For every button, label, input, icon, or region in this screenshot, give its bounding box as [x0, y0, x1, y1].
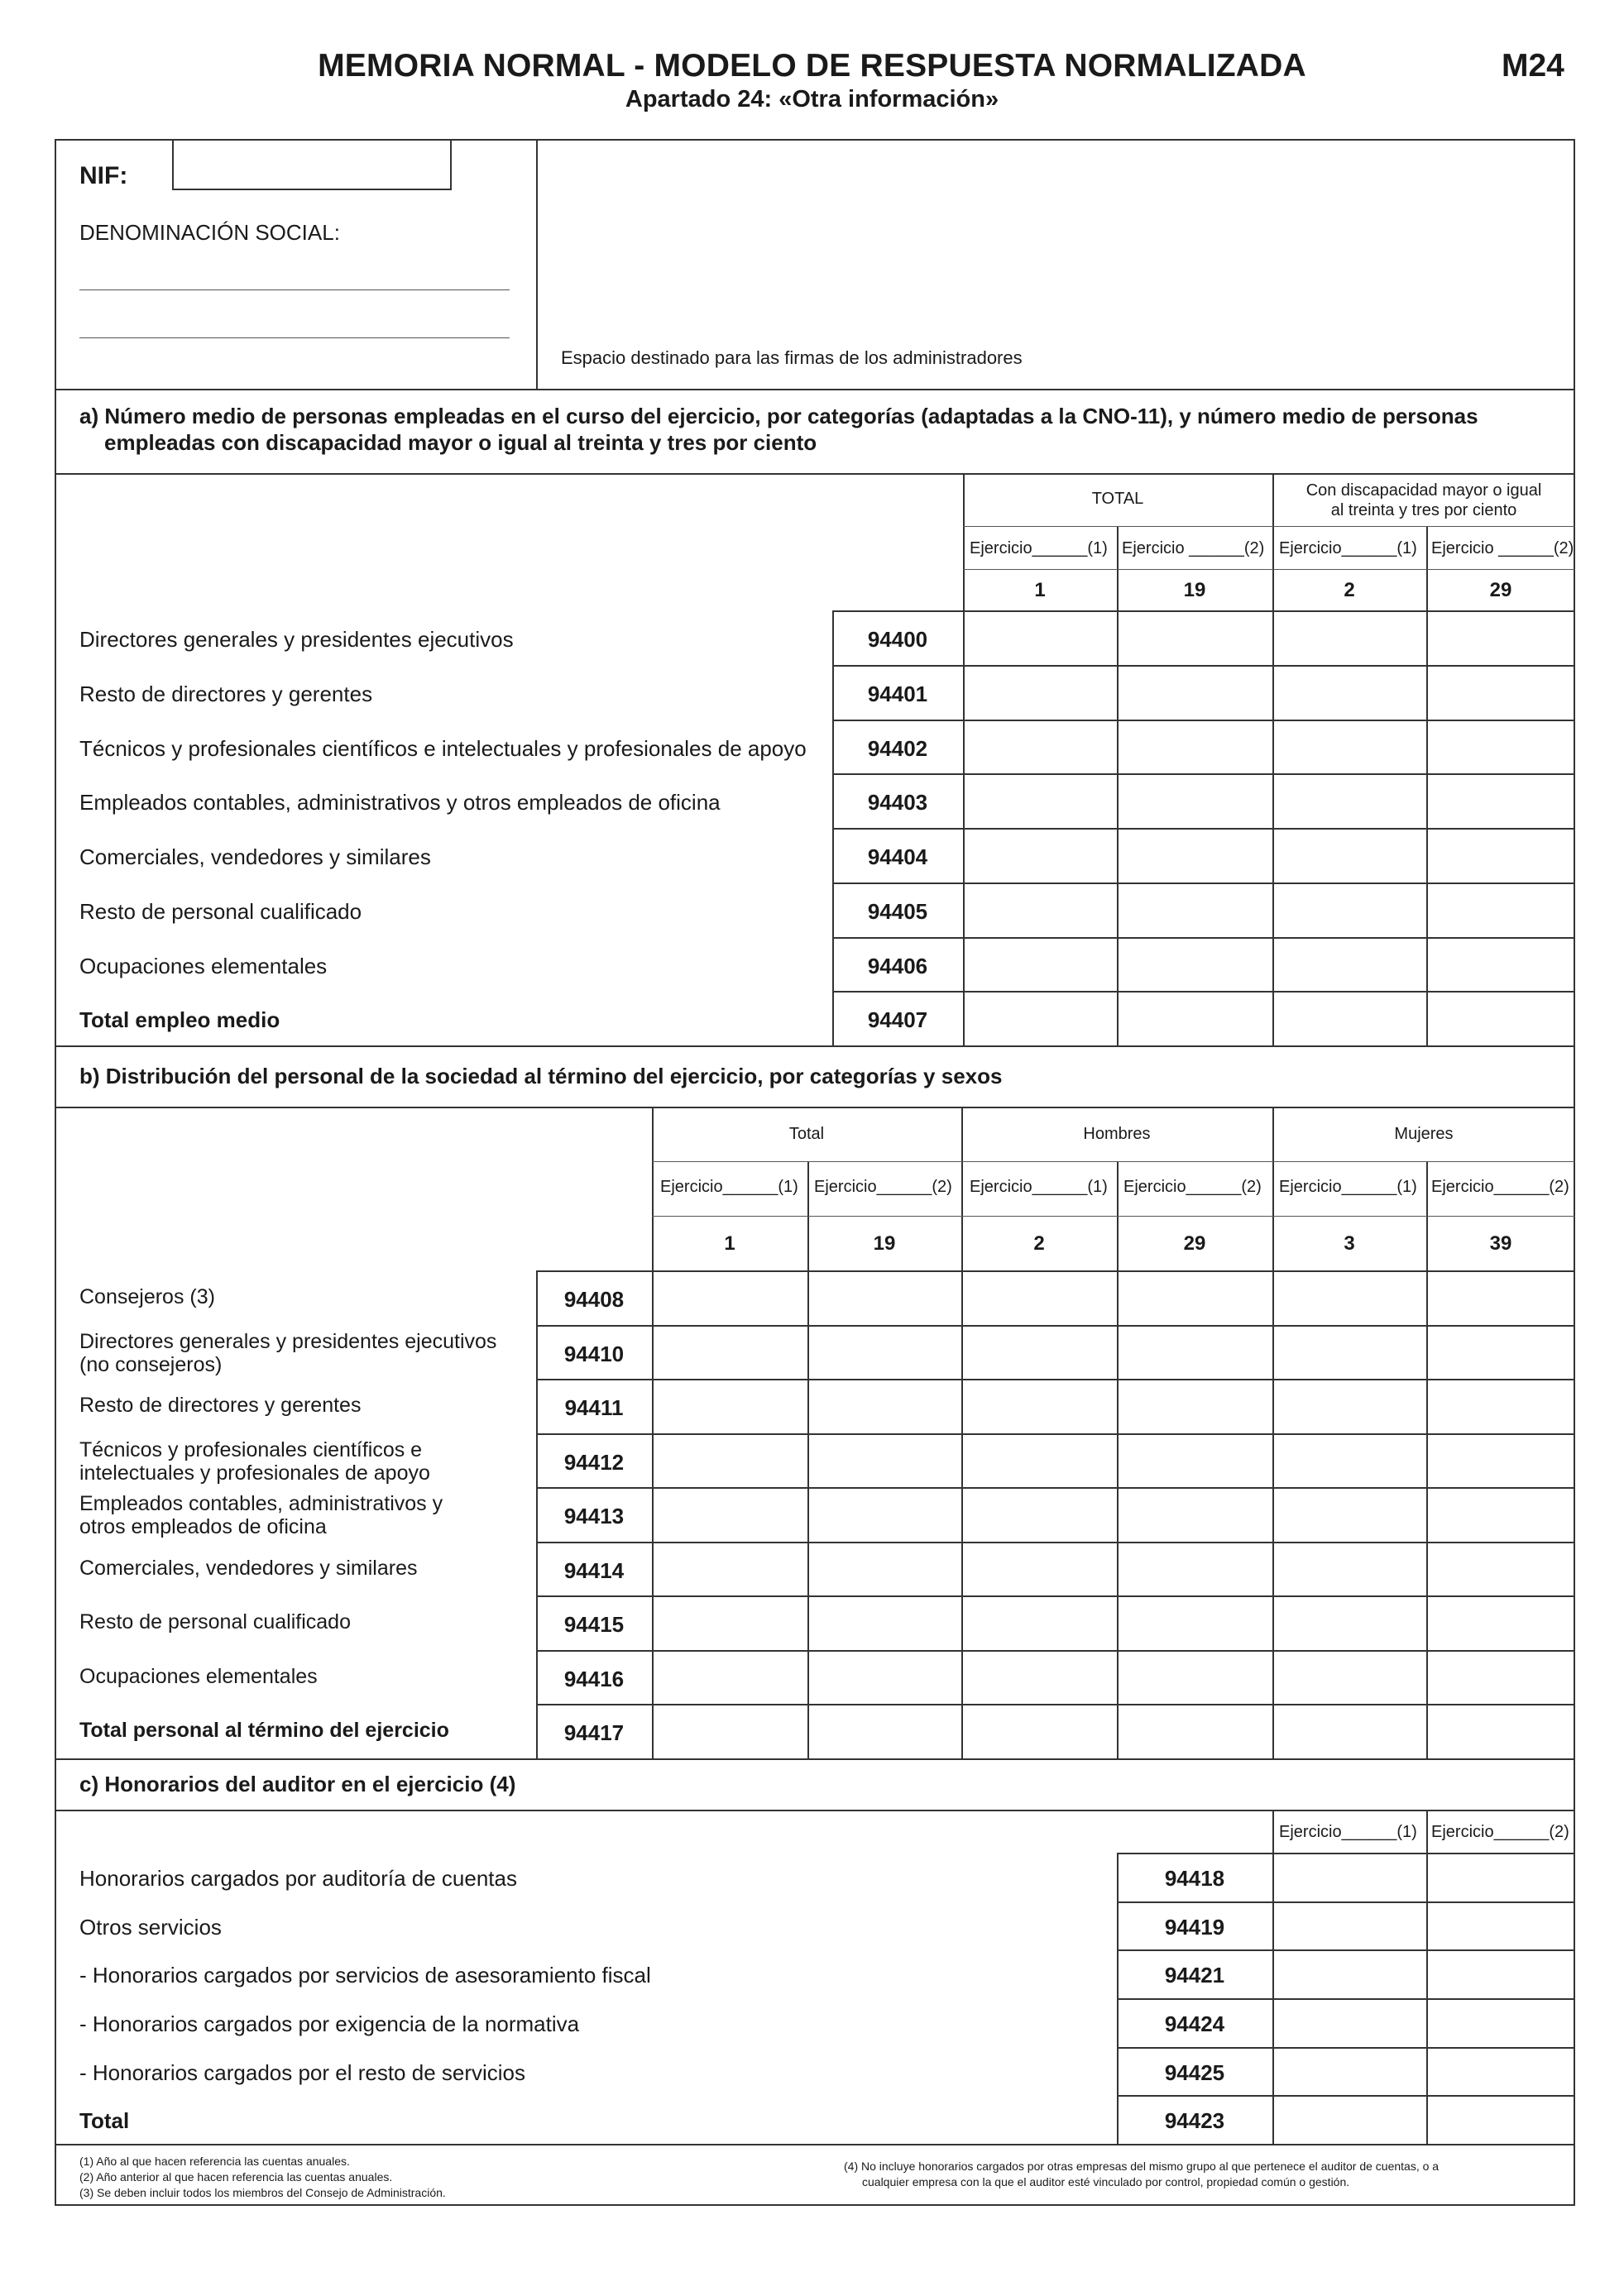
b-input-94411-2[interactable] — [809, 1380, 960, 1432]
a-row-line — [832, 828, 1575, 830]
footnote-2: (2) Año anterior al que hacen referencia las cuentas anuales. — [79, 2170, 393, 2184]
c-row-code: 94421 — [1164, 1963, 1225, 1988]
a-row-label: Resto de personal cualificado — [79, 898, 362, 924]
b-row-code: 94408 — [563, 1287, 625, 1312]
a-input-94402-4[interactable] — [1428, 721, 1574, 773]
b-input-94414-4[interactable] — [1119, 1543, 1271, 1595]
a-input-94407-1[interactable] — [965, 993, 1115, 1044]
b-input-94413-2[interactable] — [809, 1489, 960, 1540]
a-row-label: Directores generales y presidentes ejecutivos — [79, 627, 514, 652]
a-input-94401-2[interactable] — [1119, 667, 1271, 718]
section-b-title-bottom — [55, 1107, 1575, 1108]
a-ej-1-total: Ejercicio______(1) — [970, 539, 1108, 557]
b-row-code: 94413 — [563, 1504, 625, 1528]
b-row-code: 94417 — [563, 1720, 625, 1745]
a-header-line-1 — [963, 526, 1575, 527]
b-input-94416-1[interactable] — [654, 1652, 806, 1703]
a-input-94404-4[interactable] — [1428, 830, 1574, 881]
c-ej-2: Ejercicio______(2) — [1431, 1823, 1569, 1841]
b-input-94417-6[interactable] — [1428, 1705, 1574, 1757]
a-input-94400-2[interactable] — [1119, 612, 1271, 663]
b-row-line — [536, 1325, 1575, 1327]
b-colnum-4: 29 — [1183, 1232, 1206, 1255]
a-colnum-2: 19 — [1183, 579, 1206, 601]
b-row-code: 94416 — [563, 1666, 625, 1691]
footnote-4-line-2: cualquier empresa con la que el auditor esté vinculado por control, propiedad común o gestión. — [862, 2175, 1350, 2188]
b-colnum-3: 2 — [1033, 1232, 1045, 1255]
b-header-line-1 — [652, 1161, 1575, 1162]
a-row-label: Total empleo medio — [79, 1007, 280, 1033]
b-row-line — [536, 1379, 1575, 1380]
nif-label: NIF: — [79, 162, 128, 189]
section-b-title: b) Distribución del personal de la sociedad al término del ejercicio, por categorías y sexos — [79, 1064, 1003, 1088]
b-input-94408-3[interactable] — [963, 1272, 1115, 1323]
b-input-94412-2[interactable] — [809, 1435, 960, 1486]
b-ej-1-hombres: Ejercicio______(1) — [970, 1178, 1108, 1196]
c-input-94419-2[interactable] — [1428, 1903, 1574, 1949]
a-input-94407-3[interactable] — [1274, 993, 1425, 1044]
c-input-94425-1[interactable] — [1274, 2049, 1425, 2094]
c-input-94423-2[interactable] — [1428, 2097, 1574, 2142]
page-subtitle: Apartado 24: «Otra información» — [625, 86, 999, 112]
a-row-code: 94403 — [867, 790, 928, 816]
c-row-code: 94423 — [1164, 2108, 1225, 2134]
b-input-94417-4[interactable] — [1119, 1705, 1271, 1757]
a-row-line — [832, 773, 1575, 775]
b-row-label: Resto de personal cualificado — [79, 1610, 351, 1634]
a-input-94400-1[interactable] — [965, 612, 1115, 663]
b-ej-1-mujeres: Ejercicio______(1) — [1279, 1178, 1417, 1196]
c-row-code: 94418 — [1164, 1866, 1225, 1891]
c-input-94418-1[interactable] — [1274, 1854, 1425, 1900]
c-ej-1: Ejercicio______(1) — [1279, 1823, 1417, 1841]
b-input-94408-4[interactable] — [1119, 1272, 1271, 1323]
a-input-94401-3[interactable] — [1274, 667, 1425, 718]
section-a-top — [55, 389, 1575, 390]
a-group-total: TOTAL — [1091, 490, 1144, 508]
b-input-94410-3[interactable] — [963, 1327, 1115, 1378]
b-group-mujeres: Mujeres — [1394, 1125, 1454, 1143]
b-input-94412-4[interactable] — [1119, 1435, 1271, 1486]
c-row-code: 94425 — [1164, 2059, 1225, 2085]
a-input-94406-3[interactable] — [1274, 939, 1425, 990]
b-input-94412-6[interactable] — [1428, 1435, 1574, 1486]
b-input-94410-6[interactable] — [1428, 1327, 1574, 1378]
section-a-title-2: empleadas con discapacidad mayor o igual al treinta y tres por ciento — [104, 430, 817, 455]
b-input-94413-4[interactable] — [1119, 1489, 1271, 1540]
b-row-code: 94415 — [563, 1612, 625, 1637]
b-input-94410-5[interactable] — [1274, 1327, 1425, 1378]
b-row-label: Comerciales, vendedores y similares — [79, 1556, 418, 1580]
c-row-label: - Honorarios cargados por servicios de asesoramiento fiscal — [79, 1963, 651, 1988]
b-input-94414-5[interactable] — [1274, 1543, 1425, 1595]
c-row-code: 94419 — [1164, 1914, 1225, 1940]
c-row-label: Honorarios cargados por auditoría de cuentas — [79, 1866, 517, 1891]
b-input-94417-5[interactable] — [1274, 1705, 1425, 1757]
b-input-94411-4[interactable] — [1119, 1380, 1271, 1432]
b-input-94413-1[interactable] — [654, 1489, 806, 1540]
b-input-94408-6[interactable] — [1428, 1272, 1574, 1323]
section-c-title: c) Honorarios del auditor en el ejercicio (4) — [79, 1772, 516, 1796]
denominacion-line-2[interactable] — [79, 337, 510, 338]
c-input-94423-1[interactable] — [1274, 2097, 1425, 2142]
b-input-94415-3[interactable] — [963, 1597, 1115, 1648]
section-b-top — [55, 1045, 1575, 1047]
b-input-94411-3[interactable] — [963, 1380, 1115, 1432]
a-row-label: Empleados contables, administrativos y otros empleados de oficina — [79, 790, 721, 816]
a-input-94402-3[interactable] — [1274, 721, 1425, 773]
a-input-94405-3[interactable] — [1274, 884, 1425, 935]
a-input-94403-3[interactable] — [1274, 775, 1425, 826]
b-input-94415-4[interactable] — [1119, 1597, 1271, 1648]
a-input-94406-1[interactable] — [965, 939, 1115, 990]
b-row-line — [536, 1542, 1575, 1543]
b-input-94414-1[interactable] — [654, 1543, 806, 1595]
b-row-label-2: (no consejeros) — [79, 1352, 223, 1376]
page-title: MEMORIA NORMAL - MODELO DE RESPUESTA NORMALIZADA — [318, 48, 1306, 84]
a-input-94401-1[interactable] — [965, 667, 1115, 718]
denominacion-line-1[interactable] — [79, 289, 510, 290]
footer-top — [55, 2144, 1575, 2145]
b-input-94415-6[interactable] — [1428, 1597, 1574, 1648]
b-row-code: 94414 — [563, 1557, 625, 1583]
firmas-label: Espacio destinado para las firmas de los administradores — [561, 347, 1023, 368]
nif-input[interactable] — [172, 139, 452, 190]
b-input-94416-4[interactable] — [1119, 1652, 1271, 1703]
a-row-label: Resto de directores y gerentes — [79, 681, 373, 706]
b-input-94413-3[interactable] — [963, 1489, 1115, 1540]
b-input-94408-2[interactable] — [809, 1272, 960, 1323]
b-input-94416-6[interactable] — [1428, 1652, 1574, 1703]
b-group-hombres: Hombres — [1083, 1125, 1151, 1143]
b-input-94412-5[interactable] — [1274, 1435, 1425, 1486]
b-input-94414-3[interactable] — [963, 1543, 1115, 1595]
c-row-label: - Honorarios cargados por exigencia de la normativa — [79, 2011, 580, 2036]
b-input-94417-1[interactable] — [654, 1705, 806, 1757]
a-input-94404-2[interactable] — [1119, 830, 1271, 881]
c-row-line — [1117, 1998, 1575, 2000]
c-input-94421-2[interactable] — [1428, 1951, 1574, 1997]
section-a-title-1: a) Número medio de personas empleadas en el curso del ejercicio, por categorías (adaptadas a la CNO-11), y número medio de personas — [79, 404, 1478, 428]
a-input-94403-4[interactable] — [1428, 775, 1574, 826]
b-input-94408-5[interactable] — [1274, 1272, 1425, 1323]
a-input-94401-4[interactable] — [1428, 667, 1574, 718]
a-input-94404-1[interactable] — [965, 830, 1115, 881]
b-input-94414-6[interactable] — [1428, 1543, 1574, 1595]
a-input-94406-2[interactable] — [1119, 939, 1271, 990]
b-colnum-1: 1 — [724, 1232, 735, 1255]
denominacion-label: DENOMINACIÓN SOCIAL: — [79, 220, 340, 245]
b-row-label: Total personal al término del ejercicio — [79, 1719, 449, 1742]
c-input-94421-1[interactable] — [1274, 1951, 1425, 1997]
b-input-94416-2[interactable] — [809, 1652, 960, 1703]
c-row-line — [1117, 1901, 1575, 1903]
a-row-code: 94402 — [867, 735, 928, 761]
c-input-94419-1[interactable] — [1274, 1903, 1425, 1949]
c-row-line — [1117, 2095, 1575, 2097]
form-code: M24 — [1502, 48, 1564, 84]
b-input-94412-1[interactable] — [654, 1435, 806, 1486]
a-row-code: 94400 — [867, 627, 928, 652]
a-input-94405-2[interactable] — [1119, 884, 1271, 935]
a-row-line — [832, 720, 1575, 721]
footnote-3: (3) Se deben incluir todos los miembros del Consejo de Administración. — [79, 2186, 446, 2199]
section-c-title-bottom — [55, 1810, 1575, 1811]
b-row-code: 94410 — [563, 1341, 625, 1366]
a-input-94406-4[interactable] — [1428, 939, 1574, 990]
b-ej-2-mujeres: Ejercicio______(2) — [1431, 1178, 1569, 1196]
b-colnum-5: 3 — [1344, 1232, 1355, 1255]
a-ej-2-total: Ejercicio ______(2) — [1122, 539, 1265, 557]
b-input-94414-2[interactable] — [809, 1543, 960, 1595]
a-input-94407-4[interactable] — [1428, 993, 1574, 1044]
b-colnum-6: 39 — [1489, 1232, 1512, 1255]
b-input-94413-5[interactable] — [1274, 1489, 1425, 1540]
b-row-label-1: Directores generales y presidentes ejecutivos — [79, 1329, 497, 1353]
c-row-line — [1117, 2047, 1575, 2049]
a-input-94403-1[interactable] — [965, 775, 1115, 826]
c-row-code: 94424 — [1164, 2011, 1225, 2036]
b-input-94416-3[interactable] — [963, 1652, 1115, 1703]
b-row-label: Ocupaciones elementales — [79, 1664, 318, 1688]
b-row-line — [536, 1650, 1575, 1652]
b-row-code: 94412 — [563, 1449, 625, 1475]
footnote-4-line-1: (4) No incluye honorarios cargados por otras empresas del mismo grupo al que pertenece el auditor de cuentas, o a — [844, 2160, 1440, 2173]
b-row-label: Resto de directores y gerentes — [79, 1394, 362, 1417]
a-row-line — [832, 937, 1575, 939]
a-input-94402-1[interactable] — [965, 721, 1115, 773]
b-input-94417-3[interactable] — [963, 1705, 1115, 1757]
a-input-94400-4[interactable] — [1428, 612, 1574, 663]
a-row-line — [832, 991, 1575, 993]
a-input-94404-3[interactable] — [1274, 830, 1425, 881]
a-ej-1-disc: Ejercicio______(1) — [1279, 539, 1417, 557]
c-row-label: - Honorarios cargados por el resto de servicios — [79, 2059, 526, 2085]
b-group-total: Total — [788, 1125, 825, 1143]
b-ej-2-hombres: Ejercicio______(2) — [1123, 1178, 1262, 1196]
b-input-94417-2[interactable] — [809, 1705, 960, 1757]
b-input-94410-2[interactable] — [809, 1327, 960, 1378]
b-row-line — [536, 1487, 1575, 1489]
a-input-94403-2[interactable] — [1119, 775, 1271, 826]
a-group-disc-1: Con discapacidad mayor o igual — [1305, 481, 1542, 500]
a-input-94402-2[interactable] — [1119, 721, 1271, 773]
a-input-94405-1[interactable] — [965, 884, 1115, 935]
c-input-94424-2[interactable] — [1428, 2000, 1574, 2045]
b-colnum-2: 19 — [873, 1232, 896, 1255]
b-input-94415-1[interactable] — [654, 1597, 806, 1648]
a-row-code: 94401 — [867, 681, 928, 706]
b-input-94410-4[interactable] — [1119, 1327, 1271, 1378]
footnote-1: (1) Año al que hacen referencia las cuentas anuales. — [79, 2155, 350, 2168]
a-row-code: 94406 — [867, 953, 928, 978]
c-input-94425-2[interactable] — [1428, 2049, 1574, 2094]
b-input-94411-5[interactable] — [1274, 1380, 1425, 1432]
c-row-line — [1117, 1949, 1575, 1951]
b-input-94416-5[interactable] — [1274, 1652, 1425, 1703]
b-input-94411-6[interactable] — [1428, 1380, 1574, 1432]
b-input-94408-1[interactable] — [654, 1272, 806, 1323]
b-ej-2-total: Ejercicio______(2) — [814, 1178, 952, 1196]
a-input-94400-3[interactable] — [1274, 612, 1425, 663]
c-row-label: Total — [79, 2108, 130, 2134]
a-row-code: 94405 — [867, 898, 928, 924]
a-header-line-2 — [963, 569, 1575, 570]
b-input-94415-2[interactable] — [809, 1597, 960, 1648]
c-input-94418-2[interactable] — [1428, 1854, 1574, 1900]
a-row-label: Ocupaciones elementales — [79, 953, 328, 978]
b-input-94411-1[interactable] — [654, 1380, 806, 1432]
a-row-line — [832, 883, 1575, 884]
a-colnum-4: 29 — [1489, 579, 1512, 601]
b-input-94412-3[interactable] — [963, 1435, 1115, 1486]
a-row-label: Comerciales, vendedores y similares — [79, 844, 431, 869]
section-c-top — [55, 1758, 1575, 1760]
a-input-94405-4[interactable] — [1428, 884, 1574, 935]
b-row-label-1: Empleados contables, administrativos y — [79, 1492, 443, 1515]
b-header-line-2 — [652, 1216, 1575, 1217]
a-row-code: 94407 — [867, 1007, 928, 1033]
a-colnum-3: 2 — [1344, 579, 1355, 601]
a-row-label: Técnicos y profesionales científicos e intelectuales y profesionales de apoyo — [79, 735, 807, 761]
b-row-line — [536, 1433, 1575, 1435]
b-row-label-1: Técnicos y profesionales científicos e — [79, 1437, 423, 1461]
b-row-code: 94411 — [564, 1395, 624, 1420]
a-input-94407-2[interactable] — [1119, 993, 1271, 1044]
b-row-label-2: intelectuales y profesionales de apoyo — [79, 1461, 430, 1485]
b-input-94413-6[interactable] — [1428, 1489, 1574, 1540]
b-row-label-2: otros empleados de oficina — [79, 1515, 327, 1538]
b-input-94415-5[interactable] — [1274, 1597, 1425, 1648]
a-row-code: 94404 — [867, 844, 928, 869]
b-row-line — [536, 1595, 1575, 1597]
a-group-disc-2: al treinta y tres por ciento — [1330, 501, 1517, 519]
b-row-line — [536, 1704, 1575, 1705]
section-a-title-bottom — [55, 473, 1575, 475]
c-row-label: Otros servicios — [79, 1914, 222, 1940]
b-row-label: Consejeros (3) — [79, 1285, 215, 1308]
a-ej-2-disc: Ejercicio ______(2) — [1431, 539, 1574, 557]
a-row-line — [832, 665, 1575, 667]
c-input-94424-1[interactable] — [1274, 2000, 1425, 2045]
b-input-94410-1[interactable] — [654, 1327, 806, 1378]
id-divider — [536, 139, 538, 389]
a-colnum-1: 1 — [1034, 579, 1046, 601]
b-ej-1-total: Ejercicio______(1) — [660, 1178, 798, 1196]
